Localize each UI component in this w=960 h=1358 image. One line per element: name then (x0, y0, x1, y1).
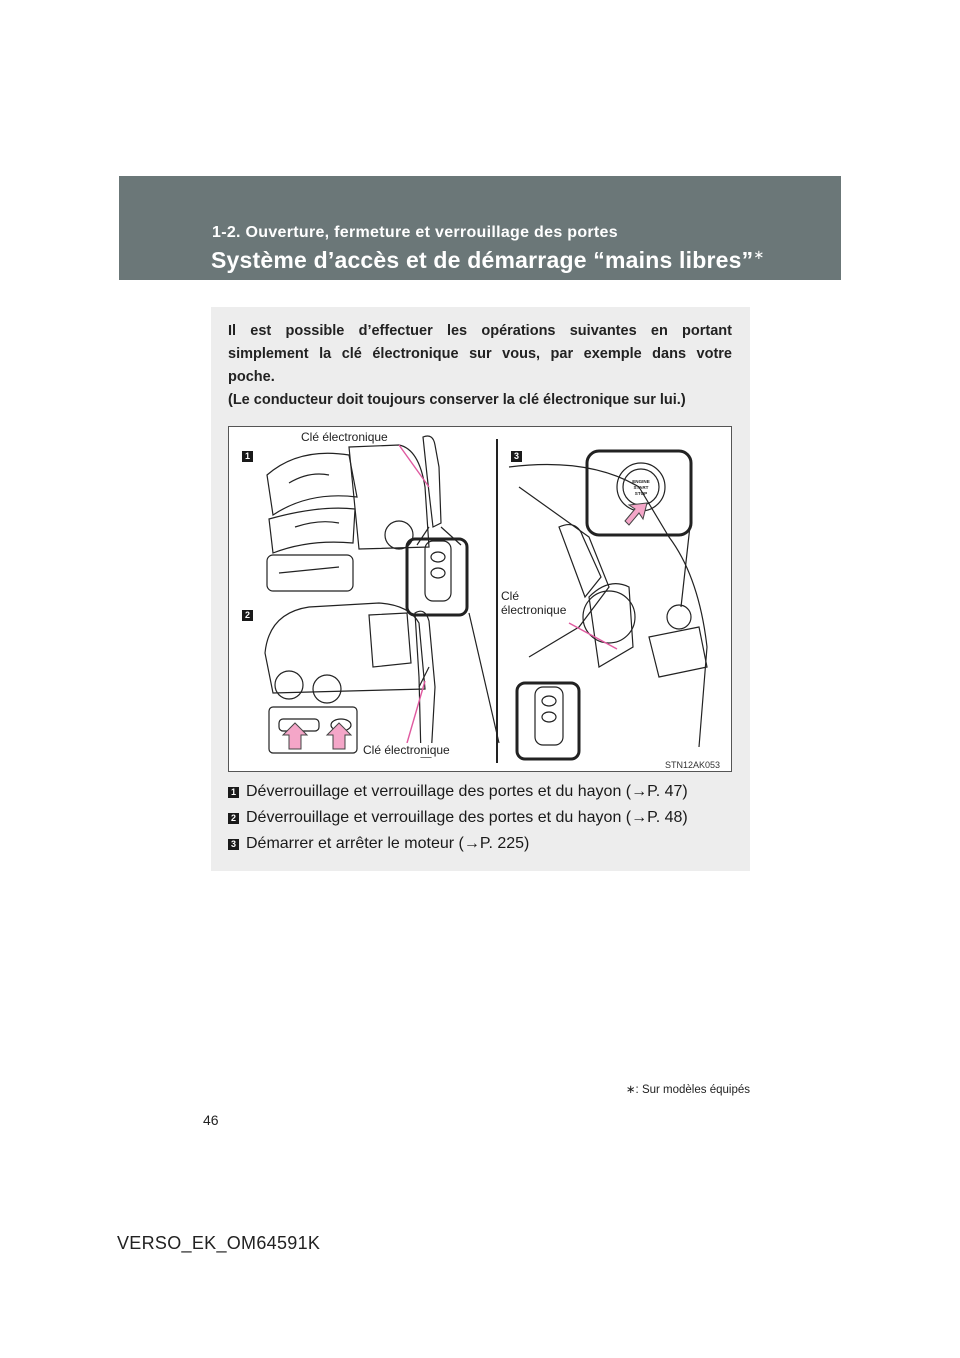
marker-2: 2 (242, 610, 253, 621)
start-button-text: STOP (634, 491, 648, 496)
intro-line: (Le conducteur doit toujours conserver la clé électronique sur lui.) (228, 392, 686, 408)
item-text: Démarrer et arrêter le moteur (→P. 225) (246, 835, 530, 852)
car-side-drawing (349, 445, 429, 549)
marker-3: 3 (511, 451, 522, 462)
item-text: Déverrouillage et verrouillage des portes et du hayon (→P. 47) (246, 783, 688, 800)
list-item (228, 834, 529, 854)
intro-text (228, 320, 732, 412)
press-arrow (327, 723, 351, 749)
press-arrow (625, 503, 647, 525)
intro-line: simplement la clé électronique sur vous, par exemple dans votre (228, 346, 732, 362)
title-asterisk: ∗ (753, 247, 765, 262)
section-heading: 1-2. Ouverture, fermeture et verrouillage des portes (212, 224, 618, 241)
door-handle-drawing (267, 453, 357, 515)
callout-key-right (501, 589, 566, 617)
intro-line: poche. (228, 369, 275, 385)
footnote: ∗: Sur modèles équipés (625, 1084, 750, 1096)
car-rear-drawing (265, 603, 425, 693)
illustration-code: STN12AK053 (665, 760, 721, 770)
item-number: 3 (228, 839, 239, 850)
callout-key-right-line: électronique (501, 603, 567, 617)
item-text: Déverrouillage et verrouillage des portes et du hayon (→P. 48) (246, 809, 688, 826)
page-number: 46 (203, 1112, 219, 1128)
document-id: VERSO_EK_OM64591K (117, 1233, 321, 1253)
press-arrow (283, 723, 307, 749)
door-handle-drawing (269, 508, 355, 553)
list-item (228, 808, 688, 828)
marker-1: 1 (242, 451, 253, 462)
item-number: 1 (228, 787, 239, 798)
callout-key-top: Clé électronique (301, 430, 388, 444)
callout-key-right-line: Clé (501, 589, 520, 603)
seat-drawing (589, 584, 633, 667)
page-title-text: Système d’accès et de démarrage “mains libres” (211, 247, 754, 273)
page-title (211, 247, 764, 274)
start-button-text: ENGINE (632, 479, 650, 484)
key-fob-drawing (425, 541, 451, 601)
intro-line: Il est possible d’effectuer les opérations suivantes en portant (228, 323, 732, 339)
start-button-text: START (633, 485, 649, 490)
illustration-drawing (229, 427, 733, 773)
illustration (228, 426, 732, 772)
list-item (228, 782, 688, 802)
callout-key-bottom: Clé électronique (363, 743, 450, 757)
item-number: 2 (228, 813, 239, 824)
